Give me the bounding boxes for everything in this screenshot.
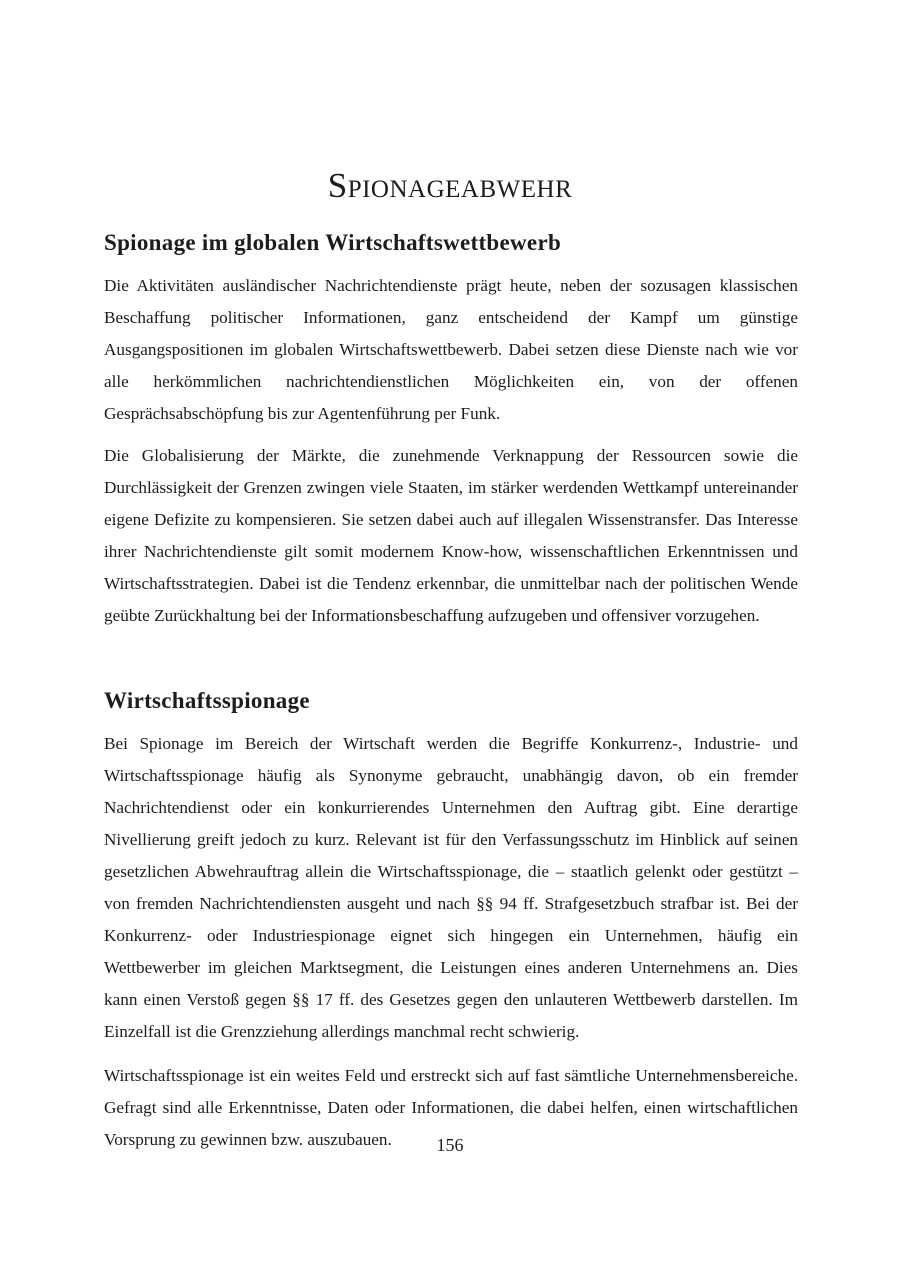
section-heading: Wirtschaftsspionage [104, 688, 310, 713]
page-title: Spionageabwehr [327, 166, 573, 205]
page-number: 156 [436, 1135, 464, 1155]
paragraph: Die Aktivitäten ausländischer Nachrichtendienste prägt heute, neben der sozusagen klassischen Beschaffung politischer Informationen, ganz entscheidend der Kampf um günstige Ausgangspositionen im globalen Wirtschaftswettbewerb. Dabei setzen diese Dienste nach wie vor alle herkömmlichen nachrichtendienstlichen Möglichkeiten ein, von der offenen Gesprächsabschöpfung bis zur Agentenführung per Funk. [104, 276, 798, 423]
section-global-competition [104, 228, 798, 632]
section-heading: Spionage im globalen Wirtschaftswettbewerb [104, 230, 562, 255]
paragraph: Die Globalisierung der Märkte, die zunehmende Verknappung der Ressourcen sowie die Durchlässigkeit der Grenzen zwingen viele Staaten, im stärker werdenden Wettkampf untereinander eigene Defizite zu kompensieren. Sie setzen dabei auch auf illegalen Wissenstransfer. Das Interesse ihrer Nachrichtendienste gilt somit modernem Know-how, wissenschaftlichen Erkenntnissen und Wirtschaftsstrategien. Dabei ist die Tendenz erkennbar, die unmittelbar nach der politischen Wende geübte Zurückhaltung bei der Informationsbeschaffung aufzugeben und offensiver vorzugehen. [104, 446, 798, 625]
paragraph: Wirtschaftsspionage ist ein weites Feld und erstreckt sich auf fast sämtliche Unternehmensbereiche. Gefragt sind alle Erkenntnisse, Daten oder Informationen, die dabei helfen, einen wirtschaftlichen Vorsprung zu gewinnen bzw. auszubauen. [104, 1066, 798, 1149]
section-economic-espionage [104, 686, 798, 1156]
paragraph: Bei Spionage im Bereich der Wirtschaft werden die Begriffe Konkurrenz-, Industrie- und Wirtschaftsspionage häufig als Synonyme gebraucht, unabhängig davon, ob ein fremder Nachrichtendienst oder ein konkurrierendes Unternehmen den Auftrag gibt. Eine derartige Nivellierung greift jedoch zu kurz. Relevant ist für den Verfassungsschutz im Hinblick auf seinen gesetzlichen Abwehrauftrag allein die Wirtschaftsspionage, die – staatlich gelenkt oder gestützt – von fremden Nachrichtendiensten ausgeht und nach §§ 94 ff. Strafgesetzbuch strafbar ist. Bei der Konkurrenz- oder Industriespionage eignet sich hingegen ein Unternehmen, häufig ein Wettbewerber im gleichen Marktsegment, die Leistungen eines anderen Unternehmens an. Dies kann einen Verstoß gegen §§ 17 ff. des Gesetzes gegen den unlauteren Wettbewerb darstellen. Im Einzelfall ist die Grenzziehung allerdings manchmal recht schwierig. [104, 734, 798, 1041]
